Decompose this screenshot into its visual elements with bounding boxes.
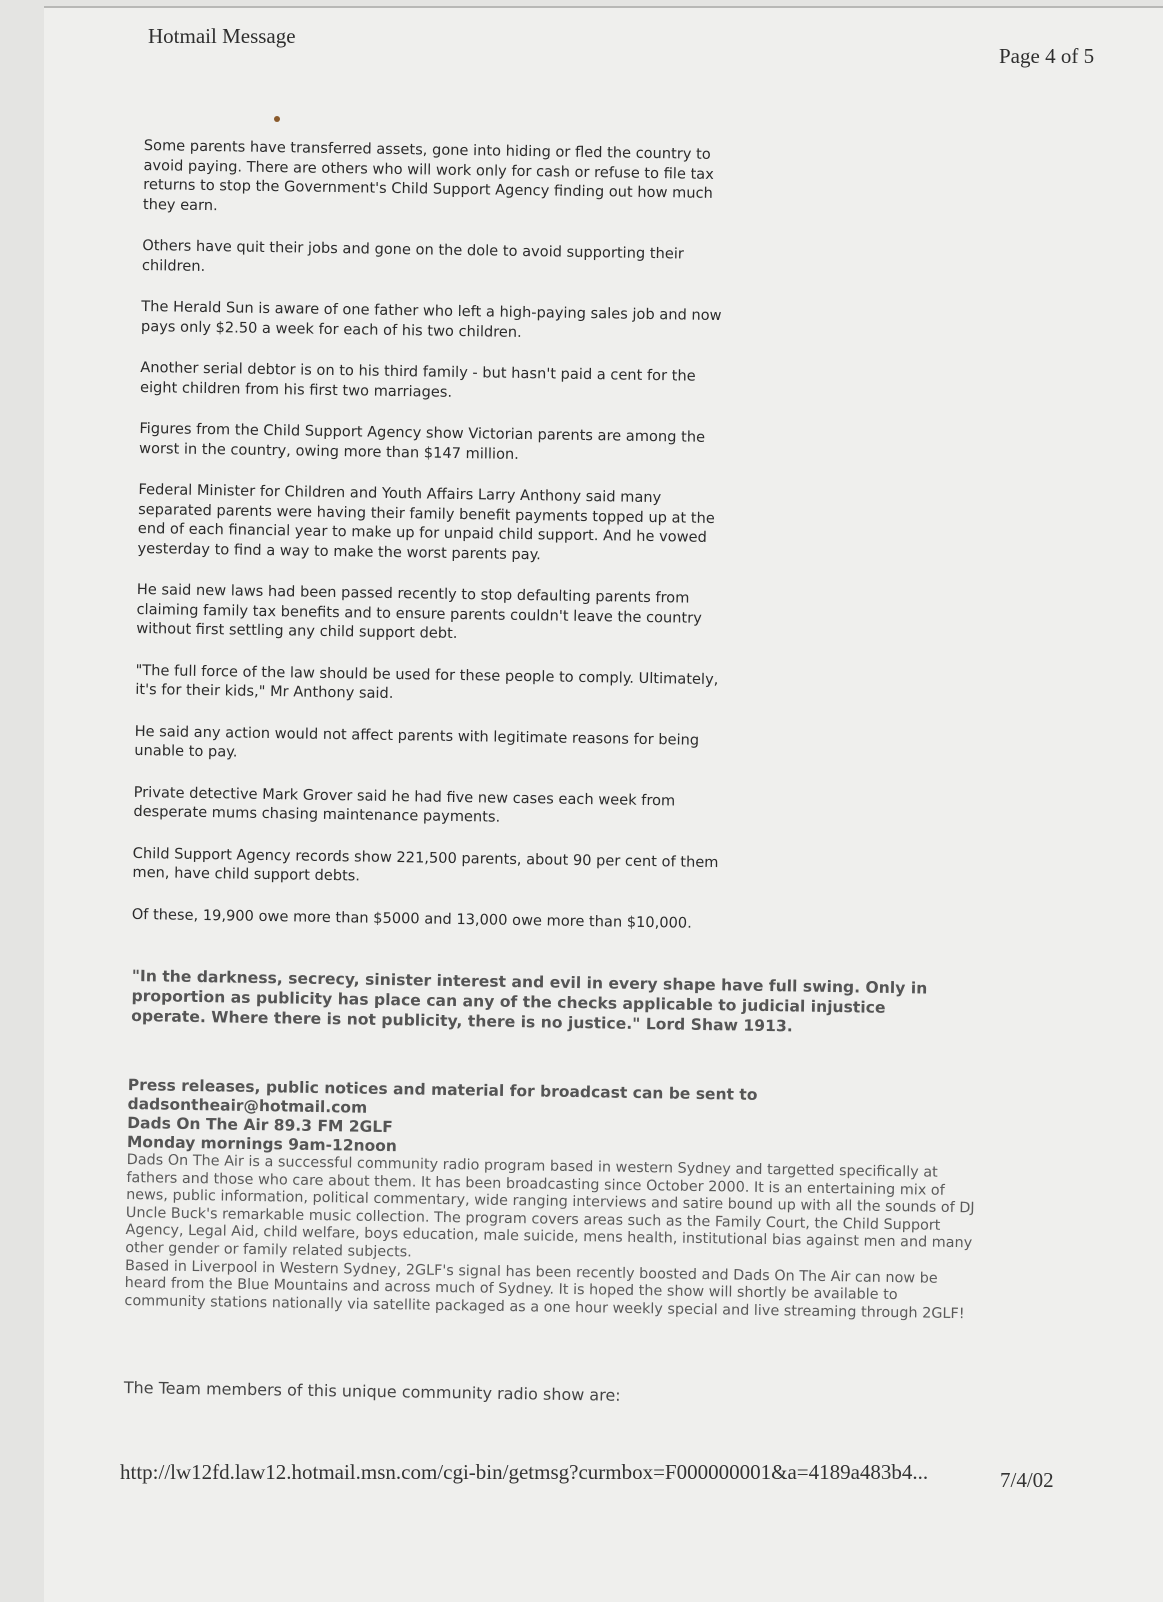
article-body (131, 136, 734, 955)
article-paragraph: He said any action would not affect parents with legitimate reasons for being unable to pay. (134, 722, 700, 761)
article-paragraph: Of these, 19,900 owe more than $5000 and 13,000 owe more than $10,000. (131, 905, 692, 932)
press-section (124, 1076, 978, 1324)
article-paragraph: Figures from the Child Support Agency show Victorian parents are among the worst in the country, owing more than $147 million. (138, 419, 706, 463)
document-page (44, 6, 1163, 1602)
station-line: Dads On The Air 89.3 FM 2GLF (127, 1113, 393, 1137)
footer-url: http://lw12fd.law12.hotmail.msn.com/cgi-bin/getmsg?curmbox=F000000001&a=4189a483b4... (120, 1460, 929, 1484)
schedule-line: Monday mornings 9am-12noon (126, 1132, 398, 1156)
article-paragraph: Child Support Agency records show 221,500 parents, about 90 per cent of them men, have child support debts. (132, 844, 719, 885)
article-paragraph: "The full force of the law should be used for these people to comply. Ultimately, it's for their kids," Mr Anthony said. (135, 661, 719, 702)
article-paragraph: Another serial debtor is on to his third family - but hasn't paid a cent for the eight children from his first two marriages. (139, 358, 696, 401)
quote-block: "In the darkness, secrecy, sinister interest and evil in every shape have full swing. Only in proportion as publicity has place can any of the checks applicable to judicial injustice operate. Where there is not publicity, there is no justice." Lord Shaw 1913. (131, 966, 928, 1036)
press-contact-line: Press releases, public notices and material for broadcast can be sent to dadsontheair@hotmail.com (127, 1076, 758, 1117)
article-paragraph: He said new laws had been passed recently to stop defaulting parents from claiming family tax benefits and to ensure parents couldn't leave the country without first settling any child support debt. (136, 580, 702, 642)
header-title: Hotmail Message (148, 24, 296, 48)
article-paragraph: Federal Minister for Children and Youth Affairs Larry Anthony said many separated parents were having their family benefit payments topped up at the end of each financial year to make up for unpaid child support. And he vowed yesterday to find a way to make the worst parents pay. (137, 480, 715, 563)
program-description: Dads On The Air is a successful community radio program based in western Sydney and targetted specifically at fathers and those who care about them. It has been broadcasting since October 2000. It is an entertaining mix of news, public information, political commentary, wide ranging interviews and satire bound up with all the sounds of DJ Uncle Buck's remarkable music collection. The program covers areas such as the Family Court, the Child Support Agency, Legal Aid, child welfare, boys education, male suicide, mens health, institutional bias against men and many other gender or family related subjects. (125, 1151, 975, 1261)
bullet-dot-icon (274, 116, 280, 122)
article-paragraph: Private detective Mark Grover said he had five new cases each week from desperate mums chasing maintenance payments. (133, 783, 676, 826)
footer-date: 7/4/02 (1000, 1468, 1054, 1492)
article-paragraph: The Herald Sun is aware of one father who left a high-paying sales job and now pays only $2.50 a week for each of his two children. (140, 297, 722, 341)
article-paragraph: Some parents have transferred assets, gone into hiding or fled the country to avoid paying. There are others who will work only for cash or refuse to file tax returns to stop the Government's Child Support Agency finding out how much they earn. (142, 136, 714, 214)
signal-description: Based in Liverpool in Western Sydney, 2GLF's signal has been recently boosted and Dads On The Air can now be heard from the Blue Mountains and across much of Sydney. It is hoped the show will shortly be available to community stations nationally via satellite packaged as a one hour weekly special and live streaming through 2GLF! (124, 1257, 965, 1322)
page-number: Page 4 of 5 (999, 44, 1095, 68)
team-intro: The Team members of this unique community radio show are: (123, 1378, 621, 1405)
article-paragraph: Others have quit their jobs and gone on the dole to avoid supporting their children. (141, 236, 684, 275)
